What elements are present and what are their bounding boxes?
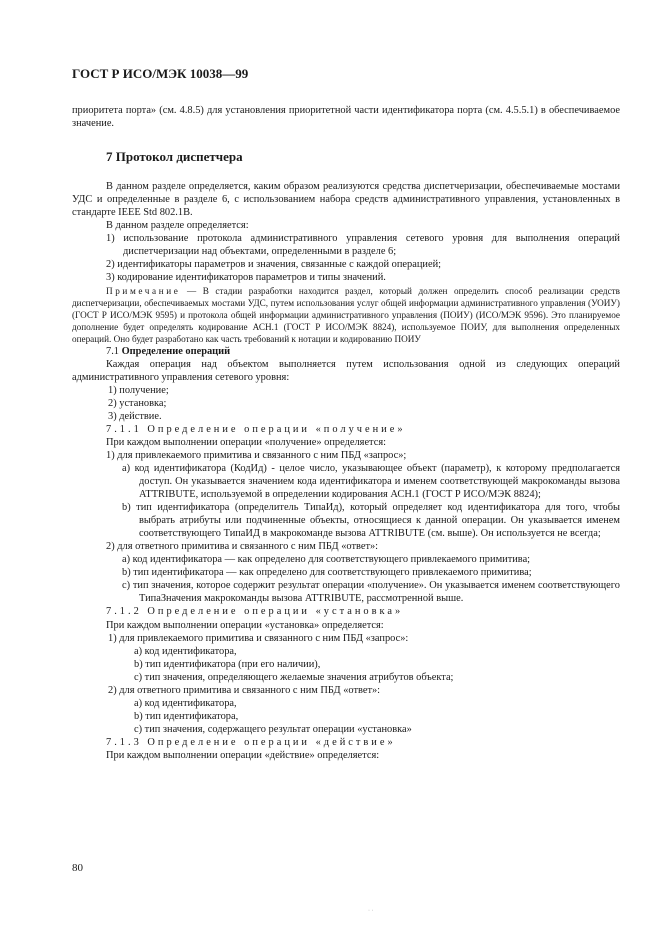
section-defines: В данном разделе определяется: <box>106 220 249 232</box>
list-item: c) тип значения, содержащего результат операции «установка» <box>134 723 412 735</box>
list-item: c) тип значения, которое содержит результат операции «получение». Он указывается именем соответствующего ТипаЗначения макрокоманды вызова ATTRIBUTE, рассмотренной выше. <box>122 580 620 605</box>
subsection-title: Определение операций <box>121 345 231 357</box>
document-header: ГОСТ Р ИСО/МЭК 10038—99 <box>72 66 249 81</box>
list-item: b) тип идентификатора (определитель ТипаИд), который определяет код идентификатора для того, чтобы выбрать атрибуты или подчиненные объекты, относящиеся к данной операции. Он указывается именем соответствующего ТипаИД в макрокоманде вызова ATTRIBUTE (см. выше). Он используется не всегда; <box>122 502 620 540</box>
list-item: 2) установка; <box>108 397 167 409</box>
list-item: b) тип идентификатора — как определено для соответствующего привлекаемого примитива; <box>122 567 532 579</box>
list-item: 3) действие. <box>108 410 162 422</box>
list-item: а) код идентификатора (КодИд) - целое число, указывающее объект (параметр), к которому предполагается доступ. Он указывается значением кода идентификатора и именем соответствующей макрокоманды вызова ATTRIBUTE, используемой в определении кодирования АСН.1 (ГОСТ Р ИСО/МЭК 8824); <box>122 462 620 501</box>
list-item: 1) для привлекаемого примитива и связанного с ним ПБД «запрос»: <box>108 632 409 644</box>
section-intro: В данном разделе определяется, каким образом реализуются средства диспетчеризации, обеспечиваемые мостами УДС и определенные в разделе 6, с использованием набора средств административного управления, установленных в стандарте IEEE Std 802.1B. <box>72 181 620 219</box>
document-body <box>72 104 620 762</box>
subsection-heading: 7.1.3 Определение операции «действие» <box>106 736 396 748</box>
page-number: 80 <box>72 862 83 874</box>
list-item: b) тип идентификатора (при его наличии), <box>134 658 321 670</box>
list-item: 2) идентификаторы параметров и значения, связанные с каждой операцией; <box>106 259 442 271</box>
subsection-number: 7.1 <box>106 345 122 357</box>
list-item: 2) для ответного примитива и связанного с ним ПБД «ответ»: <box>108 684 381 696</box>
list-item: b) тип идентификатора, <box>134 710 239 722</box>
list-item: 1) использование протокола административного управления сетевого уровня для выполнения операций диспетчеризации над объектами, определенными в разделе 6; <box>106 233 620 258</box>
list-item: 1) получение; <box>108 384 169 396</box>
list-item: 3) кодирование идентификаторов параметров и типы значений. <box>106 272 386 284</box>
section-title: 7 Протокол диспетчера <box>106 149 243 165</box>
note-label: Примечание <box>106 285 181 296</box>
subsection-heading: 7.1.2 Определение операции «установка» <box>106 606 404 618</box>
paragraph: При каждом выполнении операции «действие» определяется: <box>106 749 380 761</box>
list-item: 2) для ответного примитива и связанного с ним ПБД «ответ»: <box>106 541 379 553</box>
list-item: 1) для привлекаемого примитива и связанного с ним ПБД «запрос»; <box>106 449 407 461</box>
paragraph: При каждом выполнении операции «установка» определяется: <box>106 619 384 631</box>
scan-speck: · · <box>368 908 374 914</box>
note-text: — В стадии разработки находится раздел, который должен определить способ реализации средств диспетчеризации, обеспечиваемых мостами УДС, путем использования услуг общей информации административного управления (УОИУ) (ГОСТ Р ИСО/МЭК 9595) и протокола общей информации административного управления (ПОИУ) (ИСО/МЭК 9596). Это планируемое дополнение будет определять кодирование АСН.1 (ГОСТ Р ИСО/МЭК 8824), используемое ПОИУ, для выполнения определенных операций. Оно будет разработано как часть требований к нотации и кодированию ПОИУ <box>72 285 620 344</box>
continuation-paragraph: приоритета порта» (см. 4.8.5) для установления приоритетной части идентификатора порта (см. 4.5.5.1) в обеспечиваемое значение. <box>72 105 620 130</box>
list-item: а) код идентификатора, <box>134 645 237 657</box>
list-item: а) код идентификатора, <box>134 697 237 709</box>
note-paragraph <box>72 285 620 345</box>
subsection-heading <box>72 345 620 358</box>
paragraph: При каждом выполнении операции «получение» определяется: <box>106 436 386 448</box>
list-item: c) тип значения, определяющего желаемые значения атрибутов объекта; <box>134 671 454 683</box>
operations-paragraph: Каждая операция над объектом выполняется путем использования одной из следующих операций административного управления сетевого уровня: <box>72 358 620 383</box>
subsection-heading: 7.1.1 Определение операции «получение» <box>106 423 406 435</box>
list-item: а) код идентификатора — как определено для соответствующего привлекаемого примитива; <box>122 554 531 566</box>
